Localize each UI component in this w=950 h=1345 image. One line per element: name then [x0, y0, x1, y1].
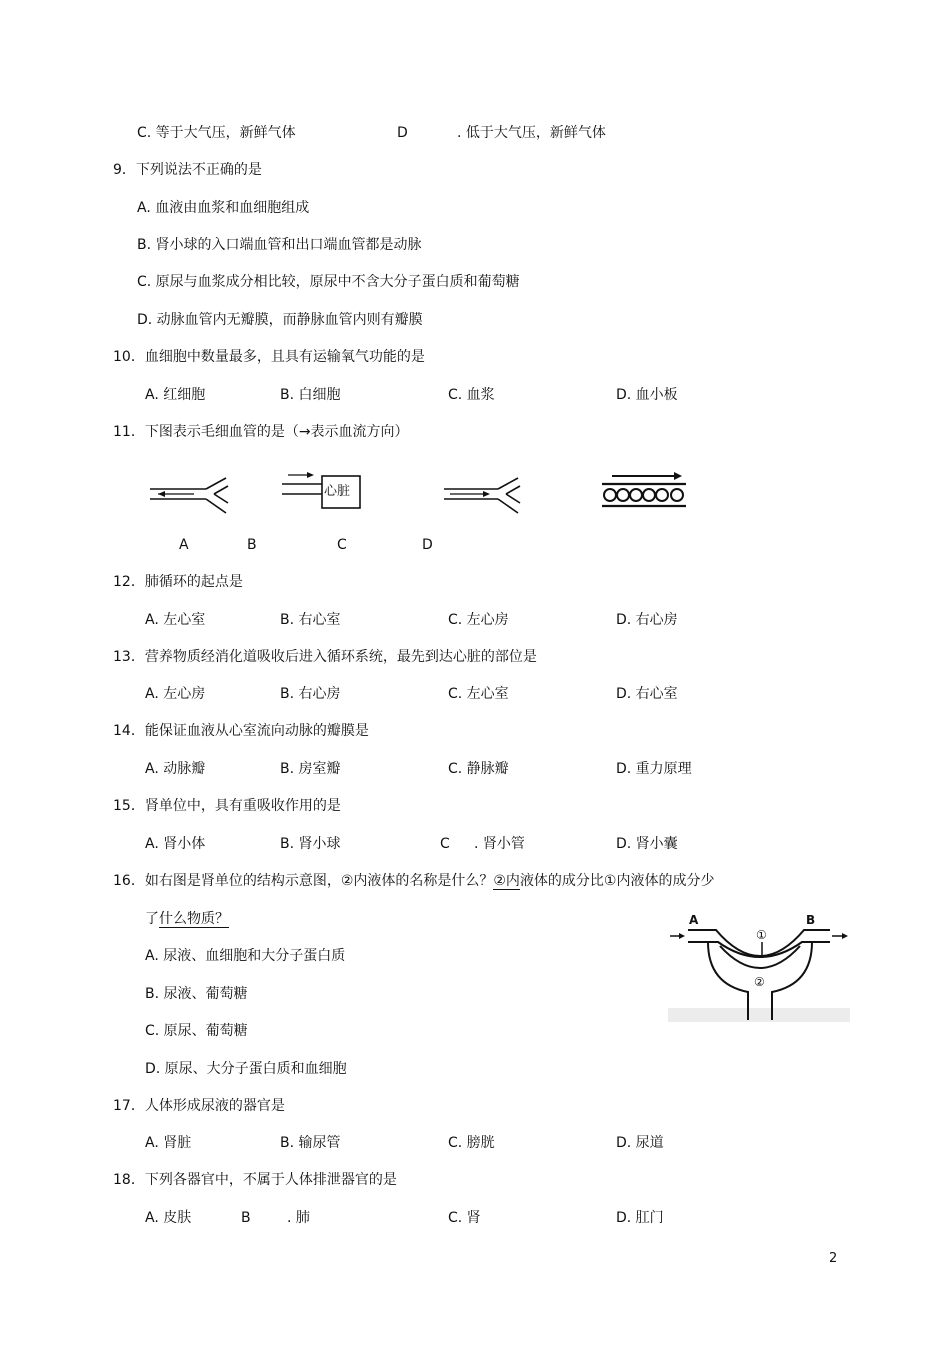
q16-stem-line2 [145, 910, 229, 928]
q18-option-c: C. 肾 [448, 1210, 481, 1226]
q16-stem-line2-underlined: 什么物质？ [159, 911, 229, 927]
q17-option-b: B. 输尿管 [280, 1135, 341, 1151]
q17-option-a: A. 肾脏 [145, 1135, 192, 1151]
q11-label-d: D [422, 537, 433, 553]
q17-stem: 17．人体形成尿液的器官是 [113, 1098, 285, 1114]
q15-option-c-text: . 肾小管 [474, 836, 525, 852]
q14-option-b: B. 房室瓣 [280, 761, 341, 777]
q12-option-c: C. 左心房 [448, 612, 509, 628]
q16-figure-label-1: ① [756, 928, 767, 942]
q18-stem: 18．下列各器官中，不属于人体排泄器官的是 [113, 1172, 397, 1188]
page-number: 2 [829, 1251, 838, 1266]
q13-option-c: C. 左心室 [448, 686, 509, 702]
q11-figure-c [442, 475, 527, 520]
q16-figure-label-b: B [806, 913, 816, 927]
q18-option-a: A. 皮肤 [145, 1210, 192, 1226]
q10-option-a: A. 红细胞 [145, 387, 206, 403]
q11-label-c: C [337, 537, 347, 553]
q9-option-d: D. 动脉血管内无瓣膜，而静脉血管内则有瓣膜 [137, 312, 423, 328]
q15-option-d: D. 肾小囊 [616, 836, 678, 852]
q15-option-c-letter: C [440, 836, 450, 852]
q8-option-c: C. 等于大气压，新鲜气体 [137, 125, 296, 141]
q10-option-c: C. 血浆 [448, 387, 495, 403]
q16-stem-part1: 16．如右图是肾单位的结构示意图，②内液体的名称是什么？ [113, 873, 494, 889]
q9-option-b: B. 肾小球的入口端血管和出口端血管都是动脉 [137, 237, 422, 253]
q16-option-d: D. 原尿、大分子蛋白质和血细胞 [145, 1061, 347, 1077]
q12-option-b: B. 右心室 [280, 612, 341, 628]
q16-option-b: B. 尿液、葡萄糖 [145, 986, 248, 1002]
q11-figure-a [148, 475, 233, 520]
q16-option-c: C. 原尿、葡萄糖 [145, 1023, 248, 1039]
q9-stem: 9．下列说法不正确的是 [113, 162, 262, 178]
q10-stem: 10．血细胞中数量最多，且具有运输氧气功能的是 [113, 349, 425, 365]
q11-figure-d [600, 468, 690, 513]
q18-option-b-text: . 肺 [287, 1210, 310, 1226]
q15-option-a: A. 肾小体 [145, 836, 206, 852]
q16-figure-label-2: ② [754, 975, 765, 989]
q14-option-a: A. 动脉瓣 [145, 761, 206, 777]
q18-option-d: D. 肛门 [616, 1210, 664, 1226]
q9-option-a: A. 血液由血浆和血细胞组成 [137, 200, 310, 216]
q14-option-c: C. 静脉瓣 [448, 761, 509, 777]
q12-stem: 12．肺循环的起点是 [113, 574, 243, 590]
q15-stem: 15．肾单位中，具有重吸收作用的是 [113, 798, 341, 814]
q11-label-a: A [179, 537, 189, 553]
q16-figure-label-a: A [689, 913, 699, 927]
q17-option-c: C. 膀胱 [448, 1135, 495, 1151]
q11-heart-label: 心脏 [324, 484, 351, 499]
q13-option-b: B. 右心房 [280, 686, 341, 702]
q16-stem-underlined: ②内 [493, 873, 520, 889]
q14-option-d: D. 重力原理 [616, 761, 692, 777]
q11-figure-b [280, 468, 365, 513]
q14-stem: 14．能保证血液从心室流向动脉的瓣膜是 [113, 723, 369, 739]
q10-option-b: B. 白细胞 [280, 387, 341, 403]
q18-option-b-letter: B [241, 1210, 251, 1226]
q12-option-a: A. 左心室 [145, 612, 206, 628]
q15-option-b: B. 肾小球 [280, 836, 341, 852]
q9-option-c: C. 原尿与血浆成分相比较，原尿中不含大分子蛋白质和葡萄糖 [137, 274, 520, 290]
q17-option-d: D. 尿道 [616, 1135, 664, 1151]
q16-option-a: A. 尿液、血细胞和大分子蛋白质 [145, 948, 346, 964]
q13-option-d: D. 右心室 [616, 686, 678, 702]
q13-stem: 13．营养物质经消化道吸收后进入循环系统，最先到达心脏的部位是 [113, 649, 537, 665]
q10-option-d: D. 血小板 [616, 387, 678, 403]
q11-stem: 11．下图表示毛细血管的是（→表示血流方向） [113, 424, 409, 440]
q8-option-d-letter: D [397, 125, 408, 141]
q16-stem-line1 [113, 872, 715, 890]
q8-option-d-text: . 低于大气压，新鲜气体 [457, 125, 606, 141]
q11-label-b: B [247, 537, 257, 553]
q16-stem-line2-pre: 了 [145, 911, 159, 927]
q12-option-d: D. 右心房 [616, 612, 678, 628]
q16-stem-part3: 液体的成分比①内液体的成分少 [519, 873, 715, 889]
q13-option-a: A. 左心房 [145, 686, 206, 702]
